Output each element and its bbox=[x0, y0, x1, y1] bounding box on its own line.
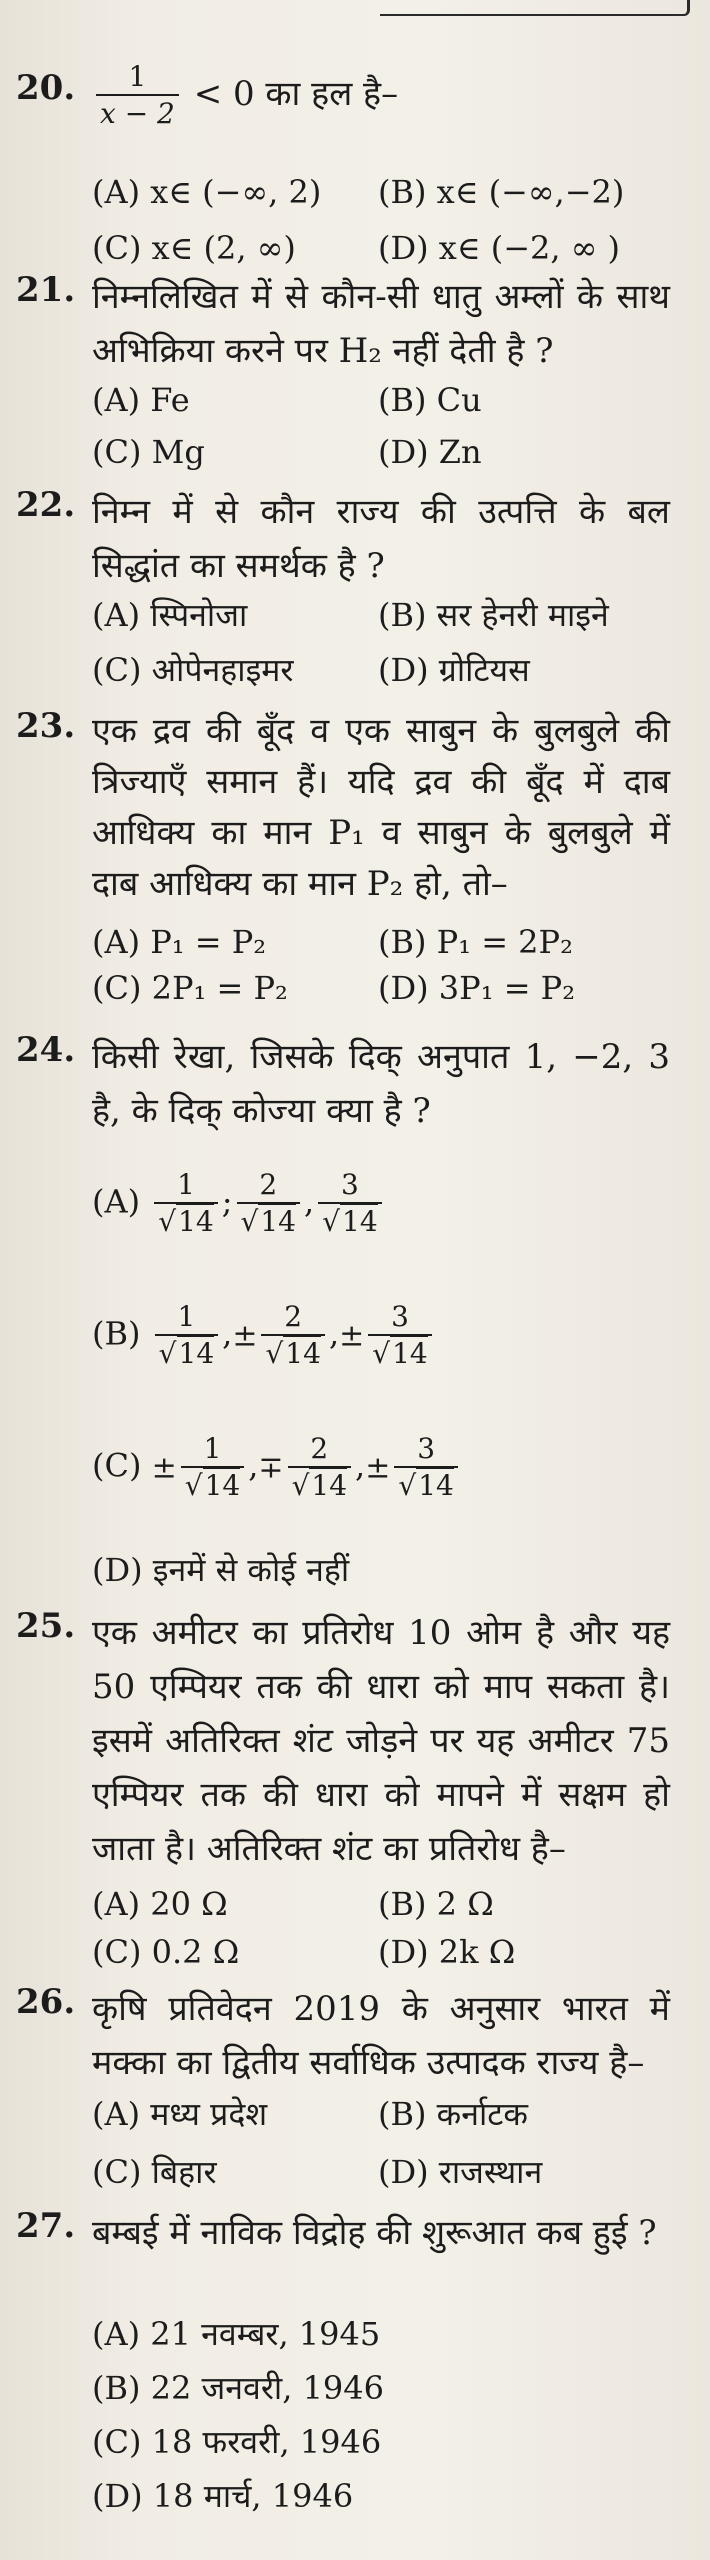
numerator: 3 bbox=[341, 1168, 359, 1201]
option-d: (D) 2k Ω bbox=[378, 1933, 516, 1971]
root-sign: √ bbox=[184, 1469, 203, 1502]
option-label: (A) bbox=[92, 1182, 141, 1221]
question-text: निम्न में से कौन राज्य की उत्पत्ति के बल सिद्धांत का समर्थक है ? bbox=[92, 492, 670, 586]
root-sign: √ bbox=[158, 1205, 177, 1238]
page-edge bbox=[380, 0, 690, 16]
numerator: 1 bbox=[203, 1432, 222, 1465]
option-c: (C) ओपेनहाइमर bbox=[92, 651, 294, 689]
fraction bbox=[288, 1432, 351, 1504]
question-number: 22. bbox=[16, 485, 76, 525]
question-number: 24. bbox=[16, 1030, 76, 1070]
option-a: (A) P₁ = P₂ bbox=[92, 923, 267, 961]
option-b: (B) $\frac{1}{√14}$ ,± $\frac{2}{√14}$ ,± $\frac{3}{√14}$ bbox=[92, 1300, 436, 1372]
question-text: किसी रेखा, जिसके दिक् अनुपात 1, −2, 3 है, के दिक् कोज्या क्या है ? bbox=[92, 1037, 670, 1131]
question-text: कृषि प्रतिवेदन 2019 के अनुसार भारत में मक्का का द्वितीय सर्वाधिक उत्पादक राज्य है– bbox=[92, 1989, 670, 2083]
option-d: (D) Zn bbox=[378, 433, 482, 471]
option-b: (B) 22 जनवरी, 1946 bbox=[92, 2369, 385, 2407]
option-d: (D) राजस्थान bbox=[378, 2153, 543, 2191]
option-b: (B) 2 Ω bbox=[378, 1885, 494, 1923]
sign: ± bbox=[339, 1318, 365, 1354]
numerator: 2 bbox=[284, 1300, 303, 1333]
numerator: 3 bbox=[391, 1300, 409, 1333]
radicand: 14 bbox=[178, 1205, 214, 1238]
option-d: (D) ग्रोटियस bbox=[378, 651, 530, 689]
sign: ± bbox=[151, 1450, 177, 1486]
fraction bbox=[237, 1168, 300, 1240]
option-d: (D) 3P₁ = P₂ bbox=[378, 969, 576, 1007]
question-number: 23. bbox=[16, 706, 76, 746]
option-a: (A) स्पिनोजा bbox=[92, 596, 248, 634]
root-sign: √ bbox=[398, 1469, 417, 1502]
fraction-numerator: 1 bbox=[128, 60, 147, 93]
radicand: 14 bbox=[204, 1469, 241, 1502]
numerator: 3 bbox=[417, 1432, 436, 1465]
root-sign: √ bbox=[240, 1205, 259, 1238]
radicand: 14 bbox=[342, 1205, 378, 1238]
separator: , bbox=[304, 1182, 315, 1221]
option-b: (B) x∈ (−∞,−2) bbox=[378, 173, 625, 211]
option-a bbox=[92, 1168, 386, 1240]
question-text: एक अमीटर का प्रतिरोध 10 ओम है और यह 50 एम्पियर तक की धारा को माप सकता है। इसमें अतिरिक्त शंट जोड़ने पर यह अमीटर 75 एम्पियर तक की धारा को मापने में सक्षम हो जाता है। अतिरिक्त शंट का प्रतिरोध है– bbox=[92, 1613, 670, 1869]
sign: ± bbox=[232, 1318, 258, 1354]
option-c: (C) ± $\frac{1}{√14}$ ,∓ $\frac{2}{√14}$ ,± $\frac{3}{√14}$ bbox=[92, 1432, 462, 1504]
question-number: 20. bbox=[16, 68, 76, 108]
separator: ; bbox=[221, 1182, 233, 1221]
question-number: 21. bbox=[16, 270, 76, 310]
option-d: (D) x∈ (−2, ∞ ) bbox=[378, 229, 621, 267]
question-text: बम्बई में नाविक विद्रोह की शुरूआत कब हुई ? bbox=[92, 2213, 657, 2253]
option-a: (A) 21 नवम्बर, 1945 bbox=[92, 2315, 381, 2353]
question-stem bbox=[92, 60, 670, 132]
fraction-denominator: x − 2 bbox=[96, 94, 179, 132]
sign: ∓ bbox=[258, 1450, 284, 1486]
radicand: 14 bbox=[260, 1205, 296, 1238]
option-b: (B) Cu bbox=[378, 381, 482, 419]
option-c: (C) Mg bbox=[92, 433, 205, 471]
option-a: (A) Fe bbox=[92, 381, 190, 419]
radicand: 14 bbox=[392, 1337, 428, 1370]
option-label: (C) bbox=[92, 1446, 142, 1485]
option-c: (C) 2P₁ = P₂ bbox=[92, 969, 288, 1007]
root-sign: √ bbox=[291, 1469, 310, 1502]
stem-text: < 0 का हल है– bbox=[193, 74, 399, 114]
fraction bbox=[394, 1432, 457, 1504]
option-d: (D) 18 मार्च, 1946 bbox=[92, 2477, 354, 2515]
fraction bbox=[368, 1300, 431, 1372]
radicand: 14 bbox=[285, 1337, 321, 1370]
fraction bbox=[154, 1168, 217, 1240]
sign: ± bbox=[365, 1450, 391, 1486]
option-c: (C) बिहार bbox=[92, 2153, 217, 2191]
radicand: 14 bbox=[178, 1337, 215, 1370]
option-b: (B) सर हेनरी माइने bbox=[378, 596, 609, 634]
option-a: (A) मध्य प्रदेश bbox=[92, 2095, 268, 2133]
root-sign: √ bbox=[322, 1205, 341, 1238]
fraction bbox=[181, 1432, 244, 1504]
option-b: (B) P₁ = 2P₂ bbox=[378, 923, 573, 961]
option-c: (C) 18 फरवरी, 1946 bbox=[92, 2423, 382, 2461]
option-b: (B) कर्नाटक bbox=[378, 2095, 528, 2133]
numerator: 2 bbox=[259, 1168, 278, 1201]
option-a: (A) 20 Ω bbox=[92, 1885, 228, 1923]
option-c: (C) x∈ (2, ∞) bbox=[92, 229, 296, 267]
root-sign: √ bbox=[265, 1337, 284, 1370]
option-a: (A) x∈ (−∞, 2) bbox=[92, 173, 322, 211]
option-c: (C) 0.2 Ω bbox=[92, 1933, 240, 1971]
question-text: एक द्रव की बूँद व एक साबुन के बुलबुले की त्रिज्याएँ समान हैं। यदि द्रव की बूँद में दाब आधिक्य का मान P₁ व साबुन के बुलबुले में दाब आधिक्य का मान P₂ हो, तो– bbox=[92, 711, 670, 904]
question-number: 26. bbox=[16, 1982, 76, 2022]
radicand: 14 bbox=[311, 1469, 348, 1502]
root-sign: √ bbox=[158, 1337, 177, 1370]
question-number: 25. bbox=[16, 1606, 76, 1646]
radicand: 14 bbox=[418, 1469, 454, 1502]
question-text: निम्नलिखित में से कौन-सी धातु अम्लों के साथ अभिक्रिया करने पर H₂ नहीं देती है ? bbox=[92, 277, 670, 371]
numerator: 1 bbox=[177, 1168, 195, 1201]
numerator: 1 bbox=[177, 1300, 196, 1333]
option-d: (D) इनमें से कोई नहीं bbox=[92, 1551, 350, 1589]
fraction bbox=[261, 1300, 324, 1372]
question-number: 27. bbox=[16, 2206, 76, 2246]
fraction bbox=[318, 1168, 381, 1240]
fraction bbox=[96, 60, 179, 132]
option-label: (B) bbox=[92, 1314, 141, 1353]
numerator: 2 bbox=[310, 1432, 329, 1465]
fraction bbox=[155, 1300, 218, 1372]
root-sign: √ bbox=[372, 1337, 391, 1370]
